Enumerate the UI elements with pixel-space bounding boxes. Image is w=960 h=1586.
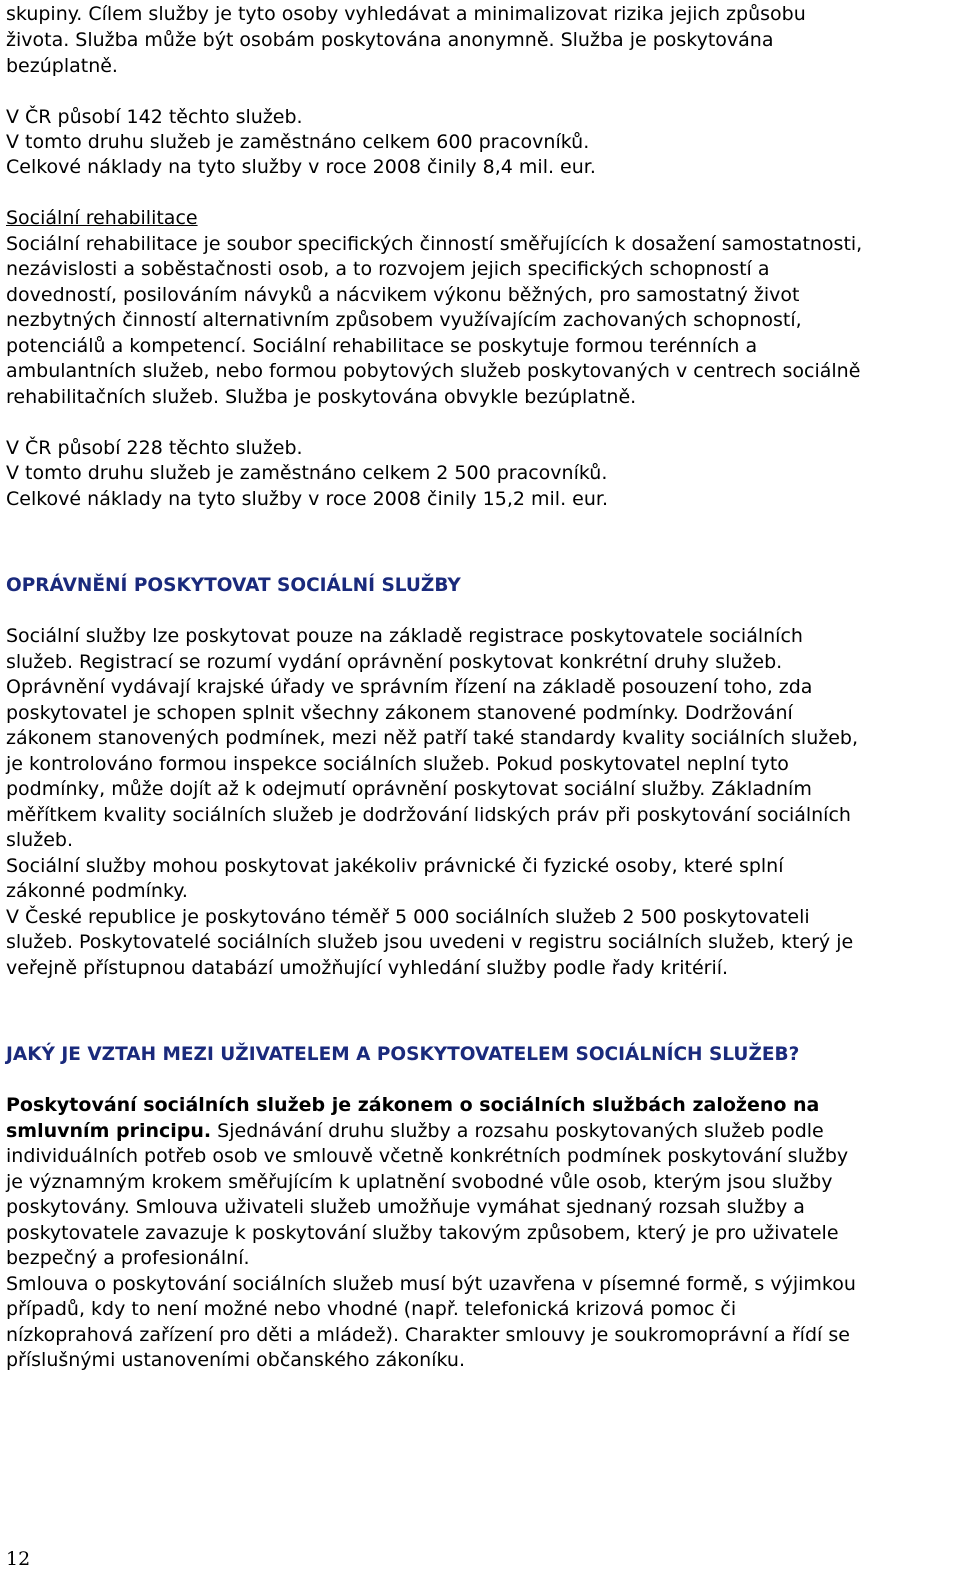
- section-heading-vztah: JAKÝ JE VZTAH MEZI UŽIVATELEM A POSKYTOVATELEM SOCIÁLNÍCH SLUŽEB?: [6, 1044, 800, 1065]
- opravneni-line: Sociální služby lze poskytovat pouze na základě registrace poskytovatele sociálních: [6, 625, 803, 647]
- opravneni-line: Oprávnění vydávají krajské úřady ve správním řízení na základě posouzení toho, zda: [6, 676, 813, 698]
- opravneni-line: Sociální služby mohou poskytovat jakékoliv právnické či fyzické osoby, které splní: [6, 855, 784, 877]
- vztah-bold-line: Poskytování sociálních služeb je zákonem o sociálních službách založeno na: [6, 1094, 820, 1116]
- vztah-line: individuálních potřeb osob ve smlouvě včetně konkrétních podmínek poskytování služby: [6, 1145, 849, 1167]
- opravneni-line: veřejně přístupnou databází umožňující vyhledání služby podle řady kritérií.: [6, 957, 729, 979]
- vztah-line: bezpečný a profesionální.: [6, 1247, 250, 1269]
- opravneni-line: je kontrolováno formou inspekce sociálních služeb. Pokud poskytovatel neplní tyto: [6, 753, 789, 775]
- rehab-line: dovedností, posilováním návyků a nácvikem výkonu běžných, pro samostatný život: [6, 284, 800, 306]
- rehab-line: Sociální rehabilitace je soubor specifických činností směřujících k dosažení samostatnosti,: [6, 233, 863, 255]
- vztah-line-rest: Sjednávání druhu služby a rozsahu poskytovaných služeb podle: [211, 1120, 824, 1142]
- vztah-mixed-line: [6, 1119, 824, 1144]
- intro-stat: V tomto druhu služeb je zaměstnáno celkem 600 pracovníků.: [6, 131, 590, 153]
- rehab-title: Sociální rehabilitace: [6, 207, 198, 229]
- rehab-line: nezbytných činností alternativním způsobem využívajícím zachovaných schopností,: [6, 309, 802, 331]
- intro-stat: V ČR působí 142 těchto služeb.: [6, 106, 303, 128]
- rehab-stat: Celkové náklady na tyto služby v roce 2008 činily 15,2 mil. eur.: [6, 488, 608, 510]
- section-heading-opravneni: OPRÁVNĚNÍ POSKYTOVAT SOCIÁLNÍ SLUŽBY: [6, 575, 461, 596]
- vztah-line: Smlouva o poskytování sociálních služeb musí být uzavřena v písemné formě, s výjimkou: [6, 1273, 856, 1295]
- vztah-line: nízkoprahová zařízení pro děti a mládež). Charakter smlouvy je soukromoprávní a řídí se: [6, 1324, 850, 1346]
- rehab-line: potenciálů a kompetencí. Sociální rehabilitace se poskytuje formou terénních a: [6, 335, 758, 357]
- rehab-stat: V tomto druhu služeb je zaměstnáno celkem 2 500 pracovníků.: [6, 462, 608, 484]
- vztah-line: je významným krokem směřujícím k uplatnění svobodné vůle osob, kterým jsou služby: [6, 1171, 833, 1193]
- opravneni-line: poskytovatel je schopen splnit všechny zákonem stanovené podmínky. Dodržování: [6, 702, 793, 724]
- opravneni-line: služeb. Registrací se rozumí vydání oprávnění poskytovat konkrétní druhy služeb.: [6, 651, 783, 673]
- rehab-stat: V ČR působí 228 těchto služeb.: [6, 437, 303, 459]
- opravneni-line: V České republice je poskytováno téměř 5 000 sociálních služeb 2 500 poskytovateli: [6, 906, 810, 928]
- intro-line: bezúplatně.: [6, 55, 118, 77]
- intro-line: života. Služba může být osobám poskytována anonymně. Služba je poskytována: [6, 29, 774, 51]
- opravneni-line: služeb. Poskytovatelé sociálních služeb jsou uvedeni v registru sociálních služeb, který je: [6, 931, 854, 953]
- opravneni-line: služeb.: [6, 829, 73, 851]
- vztah-line: poskytovatele zavazuje k poskytování služby takovým způsobem, který je pro uživatele: [6, 1222, 839, 1244]
- rehab-line: rehabilitačních služeb. Služba je poskytována obvykle bezúplatně.: [6, 386, 637, 408]
- opravneni-line: podmínky, může dojít až k odejmutí oprávnění poskytovat sociální služby. Základním: [6, 778, 812, 800]
- vztah-line: poskytovány. Smlouva uživateli služeb umožňuje vymáhat sjednaný rozsah služby a: [6, 1196, 805, 1218]
- rehab-line: ambulantních služeb, nebo formou pobytových služeb poskytovaných v centrech sociálně: [6, 360, 861, 382]
- intro-line: skupiny. Cílem služby je tyto osoby vyhledávat a minimalizovat rizika jejich způsobu: [6, 3, 806, 25]
- opravneni-line: měřítkem kvality sociálních služeb je dodržování lidských práv při poskytování sociálních: [6, 804, 851, 826]
- vztah-line: příslušnými ustanoveními občanského zákoníku.: [6, 1349, 465, 1371]
- rehab-line: nezávislosti a soběstačnosti osob, a to rozvojem jejich specifických schopností a: [6, 258, 770, 280]
- page-number: 12: [6, 1548, 31, 1570]
- vztah-line: případů, kdy to není možné nebo vhodné (např. telefonická krizová pomoc či: [6, 1298, 737, 1320]
- opravneni-line: zákonné podmínky.: [6, 880, 188, 902]
- opravneni-line: zákonem stanovených podmínek, mezi něž patří také standardy kvality sociálních služeb,: [6, 727, 859, 749]
- vztah-bold-phrase: smluvním principu.: [6, 1120, 212, 1142]
- intro-stat: Celkové náklady na tyto služby v roce 2008 činily 8,4 mil. eur.: [6, 156, 596, 178]
